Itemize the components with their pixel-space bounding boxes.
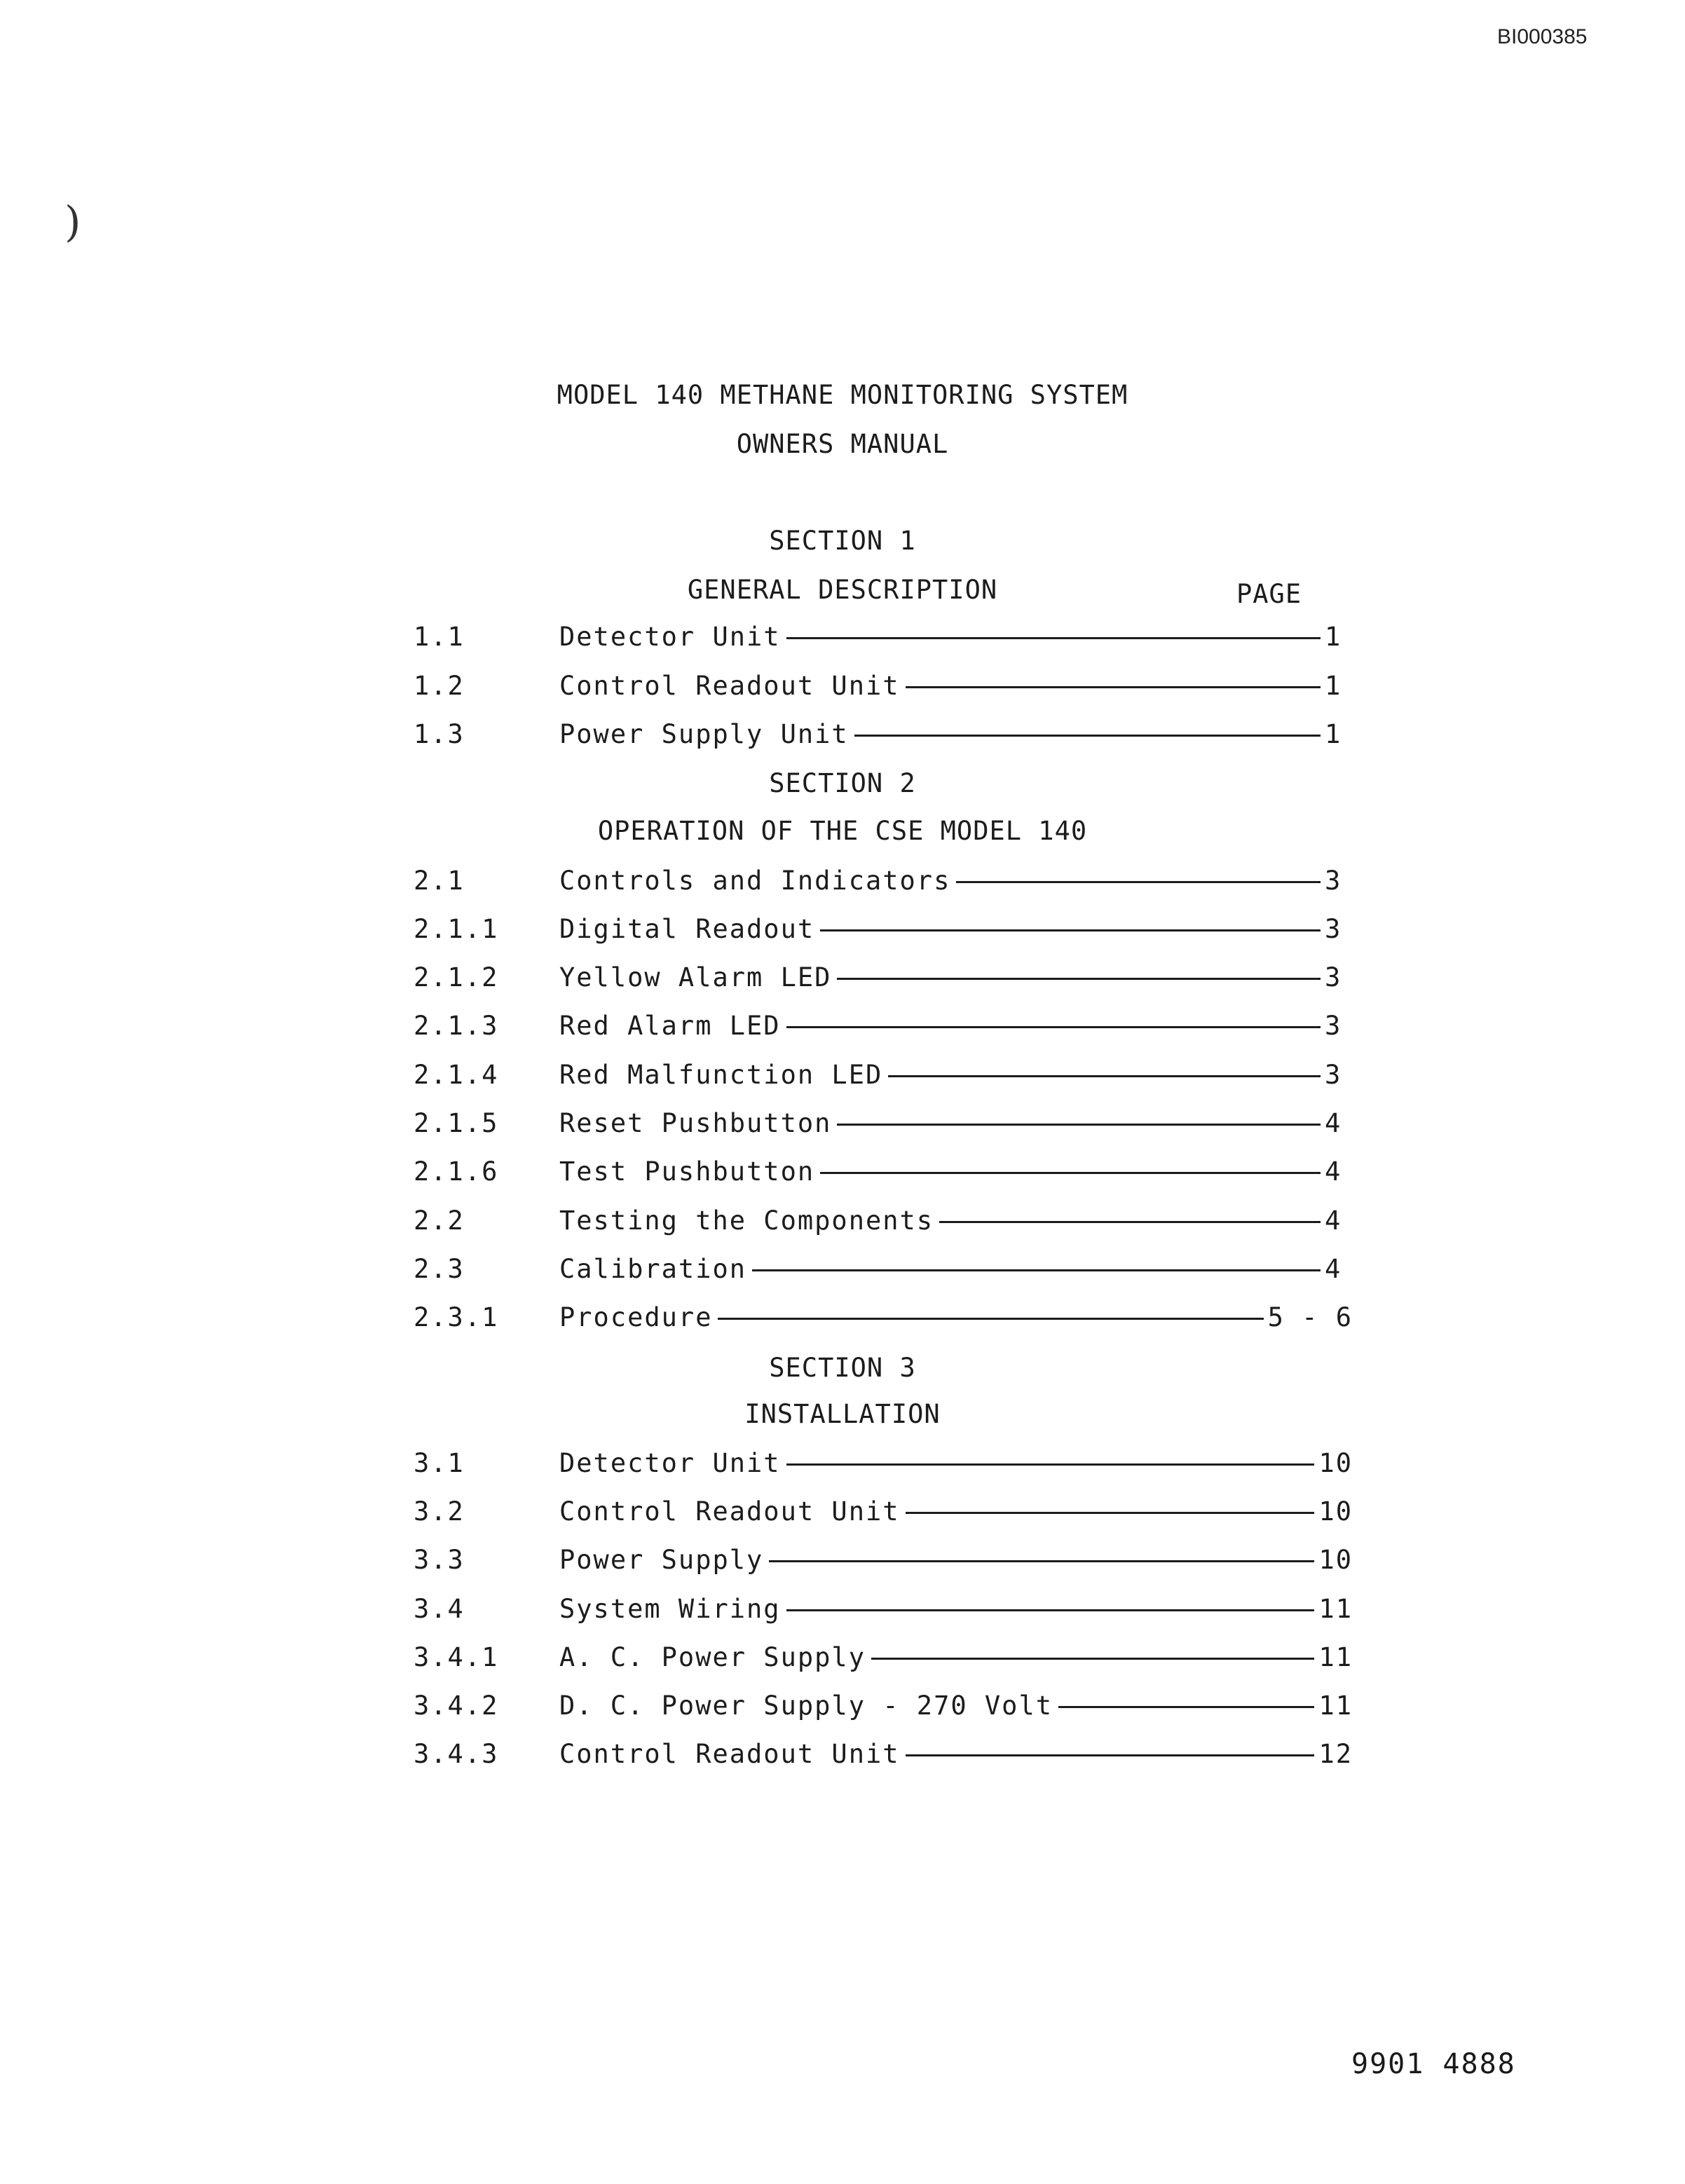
toc-entry-number: 3.4.3 (414, 1738, 499, 1769)
toc-entry-title: Power Supply (559, 1544, 764, 1575)
footer-stamp: 9901 4888 (1351, 2048, 1516, 2080)
toc-entry (414, 619, 1353, 654)
leader-line (888, 1075, 1321, 1077)
toc-entry-title: Yellow Alarm LED (559, 962, 832, 992)
document-title: MODEL 140 METHANE MONITORING SYSTEM (557, 380, 1128, 410)
toc-entry (414, 668, 1353, 703)
toc-entry (414, 1057, 1353, 1092)
toc-entry-page: 10 (1318, 1447, 1353, 1478)
toc-entry (414, 1736, 1353, 1771)
toc-entry (414, 1154, 1353, 1189)
leader-line (786, 1609, 1315, 1611)
toc-entry-page: 3 (1325, 962, 1342, 992)
toc-entry-title: Control Readout Unit (559, 670, 900, 701)
toc-entry-title: Control Readout Unit (559, 1738, 900, 1769)
toc-entry-page: 3 (1325, 913, 1342, 944)
toc-entry-page: 1 (1325, 670, 1342, 701)
section-1-subheading: GENERAL DESCRIPTION (687, 575, 998, 605)
section-3-heading: SECTION 3 (769, 1353, 916, 1383)
toc-entry-title: Detector Unit (559, 621, 781, 652)
toc-entry-page: 1 (1325, 718, 1342, 749)
toc-entry-page: 5 - 6 (1267, 1302, 1353, 1332)
toc-entry-title: Detector Unit (559, 1447, 781, 1478)
toc-entry-page: 11 (1318, 1593, 1353, 1624)
toc-entry-title: Reset Pushbutton (559, 1107, 832, 1138)
section-1-heading: SECTION 1 (769, 526, 916, 556)
toc-entry-number: 2.1.1 (414, 913, 499, 944)
toc-entry-title: System Wiring (559, 1593, 781, 1624)
toc-entry (414, 1445, 1353, 1480)
toc-entry-number: 1.2 (414, 670, 465, 701)
toc-entry-title: Test Pushbutton (559, 1156, 815, 1187)
toc-entry-number: 2.1 (414, 865, 465, 896)
toc-entry-title: Procedure (559, 1302, 713, 1332)
toc-entry-title: D. C. Power Supply - 270 Volt (559, 1690, 1053, 1721)
leader-line (1058, 1706, 1314, 1708)
toc-entry-title: Testing the Components (559, 1205, 934, 1236)
toc-entry (414, 1542, 1353, 1577)
toc-entry (414, 1494, 1353, 1529)
leader-line (752, 1269, 1321, 1271)
section-3-subheading: INSTALLATION (744, 1399, 941, 1429)
leader-line (906, 1512, 1315, 1514)
toc-entry-number: 2.1.6 (414, 1156, 499, 1187)
toc-entry (414, 1591, 1353, 1626)
toc-entry-title: Red Malfunction LED (559, 1059, 883, 1090)
toc-entry-page: 3 (1325, 1010, 1342, 1041)
toc-entry-page: 4 (1325, 1205, 1342, 1236)
leader-line (837, 1124, 1321, 1126)
toc-entry-title: Calibration (559, 1253, 747, 1284)
toc-entry (414, 1299, 1353, 1335)
leader-line (718, 1318, 1263, 1320)
section-2-subheading: OPERATION OF THE CSE MODEL 140 (597, 816, 1088, 846)
section-2-heading: SECTION 2 (769, 768, 916, 798)
toc-entry (414, 1251, 1353, 1286)
toc-entry-number: 2.1.2 (414, 962, 499, 992)
scan-mark: ) (64, 198, 81, 247)
toc-entry-page: 4 (1325, 1156, 1342, 1187)
bates-number: BI000385 (1497, 25, 1588, 48)
toc-entry-page: 3 (1325, 1059, 1342, 1090)
toc-entry-number: 2.3.1 (414, 1302, 499, 1332)
toc-entry-number: 2.1.5 (414, 1107, 499, 1138)
toc-entry-page: 1 (1325, 621, 1342, 652)
toc-entry (414, 960, 1353, 995)
toc-entry-number: 3.3 (414, 1544, 465, 1575)
toc-entry-number: 2.2 (414, 1205, 465, 1236)
leader-line (769, 1560, 1314, 1562)
toc-entry-page: 12 (1318, 1738, 1353, 1769)
toc-entry (414, 1688, 1353, 1723)
toc-entry-page: 3 (1325, 865, 1342, 896)
toc-entry-title: Controls and Indicators (559, 865, 951, 896)
toc-entry-page: 11 (1318, 1642, 1353, 1672)
leader-line (956, 881, 1321, 883)
toc-entry-title: Control Readout Unit (559, 1496, 900, 1527)
toc-entry (414, 863, 1353, 898)
toc-entry-title: Digital Readout (559, 913, 815, 944)
toc-entry-page: 10 (1318, 1496, 1353, 1527)
toc-entry-page: 11 (1318, 1690, 1353, 1721)
toc-entry (414, 1008, 1353, 1043)
toc-entry-page: 4 (1325, 1107, 1342, 1138)
leader-line (786, 1026, 1321, 1028)
leader-line (820, 929, 1321, 931)
toc-entry (414, 911, 1353, 946)
toc-entry-page: 10 (1318, 1544, 1353, 1575)
toc-entry-number: 1.1 (414, 621, 465, 652)
toc-entry-number: 3.4.1 (414, 1642, 499, 1672)
leader-line (854, 735, 1321, 737)
leader-line (786, 637, 1321, 639)
toc-entry (414, 1203, 1353, 1238)
toc-entry-number: 3.1 (414, 1447, 465, 1478)
toc-entry-number: 2.3 (414, 1253, 465, 1284)
toc-entry (414, 1639, 1353, 1674)
page-column-label: PAGE (1236, 579, 1302, 609)
toc-entry (414, 716, 1353, 751)
toc-entry-title: A. C. Power Supply (559, 1642, 866, 1672)
toc-entry-number: 1.3 (414, 718, 465, 749)
document-subtitle: OWNERS MANUAL (736, 429, 949, 459)
leader-line (939, 1221, 1321, 1223)
toc-entry-number: 3.4.2 (414, 1690, 499, 1721)
toc-entry-page: 4 (1325, 1253, 1342, 1284)
leader-line (906, 1754, 1315, 1756)
leader-line (906, 686, 1321, 688)
leader-line (786, 1463, 1315, 1466)
toc-entry-title: Power Supply Unit (559, 718, 849, 749)
leader-line (820, 1172, 1321, 1174)
leader-line (837, 978, 1321, 980)
toc-entry-title: Red Alarm LED (559, 1010, 781, 1041)
toc-entry-number: 2.1.3 (414, 1010, 499, 1041)
toc-entry-number: 3.2 (414, 1496, 465, 1527)
toc-entry-number: 3.4 (414, 1593, 465, 1624)
toc-entry-number: 2.1.4 (414, 1059, 499, 1090)
toc-entry (414, 1105, 1353, 1140)
leader-line (871, 1658, 1314, 1660)
